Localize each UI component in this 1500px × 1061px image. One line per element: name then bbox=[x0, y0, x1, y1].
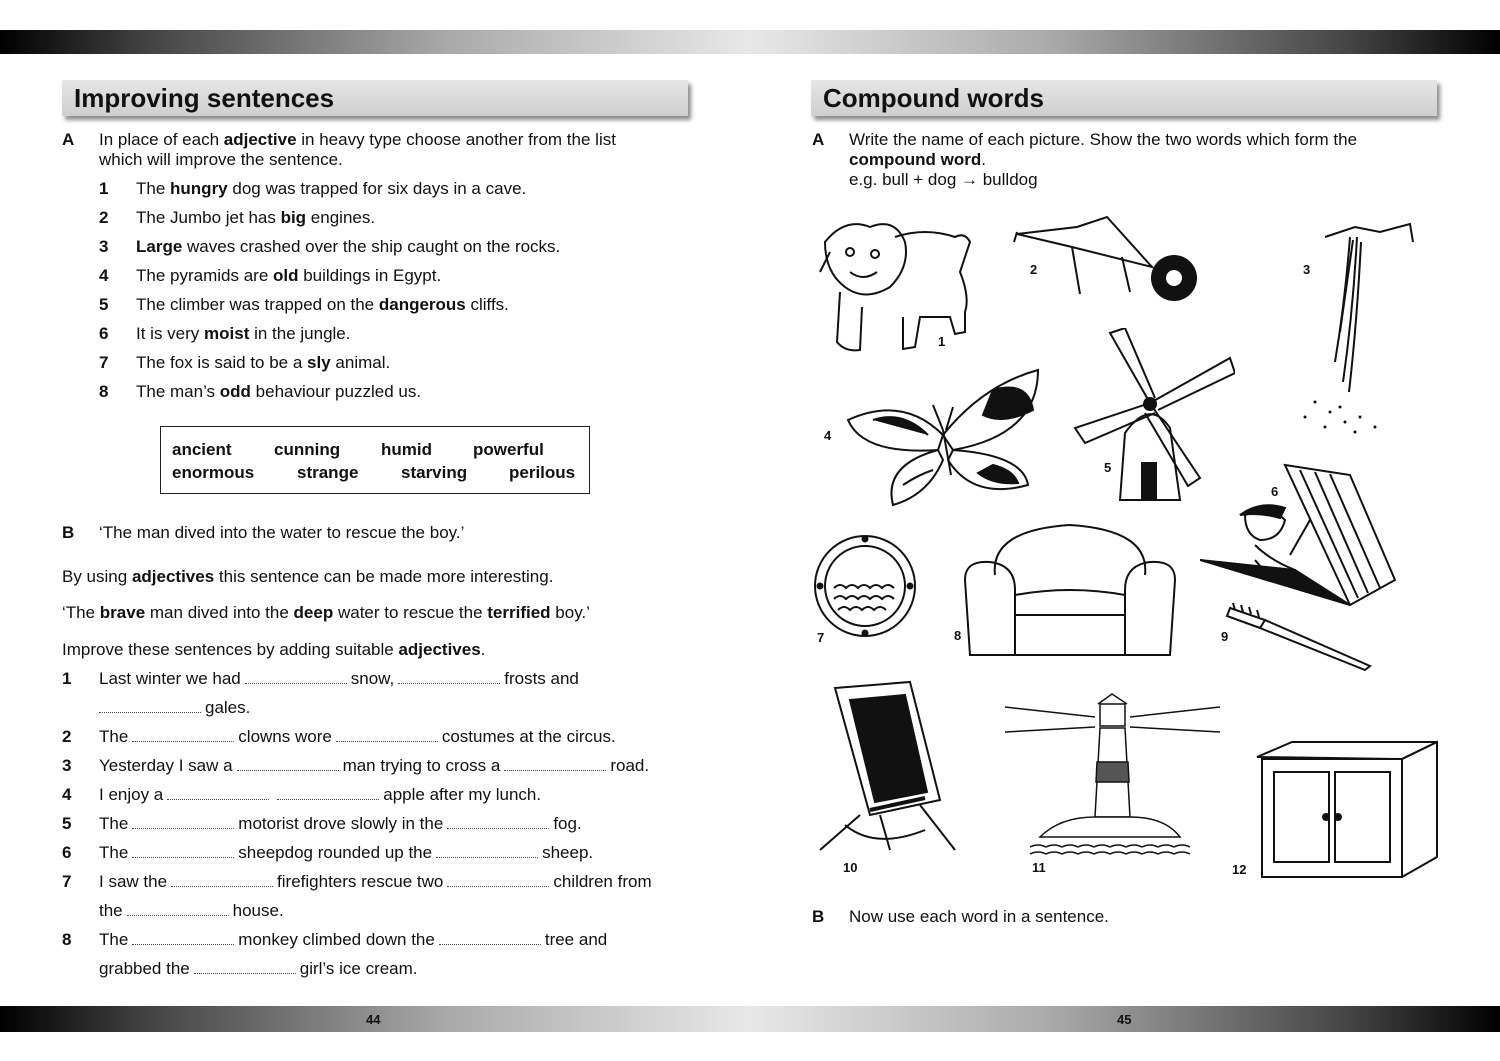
porthole-picture bbox=[812, 533, 922, 643]
fill-number: 4 bbox=[62, 785, 72, 804]
fill-number: 8 bbox=[62, 930, 72, 949]
trapdoor-picture bbox=[1200, 460, 1400, 615]
item-number: 3 bbox=[99, 237, 109, 256]
fill-number: 7 bbox=[62, 872, 72, 891]
exercise-b-instruction: Improve these sentences by adding suitable adjectives. bbox=[62, 640, 486, 659]
fill-number: 3 bbox=[62, 756, 72, 775]
fill-sentence: The monkey climbed down the tree and bbox=[99, 930, 608, 949]
answer-blank[interactable] bbox=[194, 959, 296, 974]
compound-a-instruction-2: compound word. bbox=[849, 150, 986, 169]
answer-blank[interactable] bbox=[132, 727, 234, 742]
item-number: 8 bbox=[99, 382, 109, 401]
fill-sentence-continued: grabbed the girl’s ice cream. bbox=[99, 959, 418, 978]
target-adjective: Large bbox=[136, 237, 183, 256]
exercise-a-intro: In place of each adjective in heavy type choose another from the list bbox=[99, 130, 616, 149]
fill-sentence: The motorist drove slowly in the fog. bbox=[99, 814, 582, 833]
page-number-right: 45 bbox=[1117, 1012, 1132, 1027]
target-adjective: old bbox=[273, 266, 299, 285]
picture-number: 8 bbox=[954, 628, 962, 643]
answer-blank[interactable] bbox=[336, 727, 438, 742]
fill-number: 6 bbox=[62, 843, 72, 862]
answer-blank[interactable] bbox=[277, 785, 379, 800]
fill-sentence: I enjoy a apple after my lunch. bbox=[99, 785, 542, 804]
picture-number: 12 bbox=[1232, 862, 1247, 877]
target-adjective: sly bbox=[307, 353, 331, 372]
picture-number: 3 bbox=[1303, 262, 1311, 277]
picture-number: 7 bbox=[817, 630, 825, 645]
toothbrush-picture bbox=[1225, 598, 1380, 673]
answer-blank[interactable] bbox=[237, 756, 339, 771]
answer-blank[interactable] bbox=[398, 669, 500, 684]
answer-blank[interactable] bbox=[132, 814, 234, 829]
exercise-a-label: A bbox=[62, 130, 75, 149]
wheelbarrow-picture bbox=[1012, 212, 1202, 312]
word-option: starving bbox=[401, 463, 468, 482]
exercise-b-explanation: By using adjectives this sentence can be made more interesting. bbox=[62, 567, 554, 586]
answer-blank[interactable] bbox=[132, 843, 234, 858]
item-number: 4 bbox=[99, 266, 109, 285]
exercise-b-example: ‘The brave man dived into the deep water to rescue the terrified boy.’ bbox=[62, 603, 590, 622]
picture-number: 10 bbox=[843, 860, 858, 875]
answer-blank[interactable] bbox=[167, 785, 269, 800]
item-number: 5 bbox=[99, 295, 109, 314]
answer-blank[interactable] bbox=[245, 669, 347, 684]
fill-sentence: The sheepdog rounded up the sheep. bbox=[99, 843, 594, 862]
item-sentence: The climber was trapped on the dangerous cliffs. bbox=[136, 295, 509, 314]
word-option: powerful bbox=[473, 440, 544, 459]
answer-blank[interactable] bbox=[132, 930, 234, 945]
item-number: 2 bbox=[99, 208, 109, 227]
item-number: 6 bbox=[99, 324, 109, 343]
target-adjective: hungry bbox=[170, 179, 228, 198]
answer-blank[interactable] bbox=[504, 756, 606, 771]
fill-sentence: I saw the firefighters rescue two children from bbox=[99, 872, 652, 891]
fill-number: 2 bbox=[62, 727, 72, 746]
section-title-left: Improving sentences bbox=[62, 80, 688, 116]
easel-picture bbox=[815, 680, 960, 865]
butterfly-picture bbox=[843, 365, 1043, 515]
answer-blank[interactable] bbox=[171, 872, 273, 887]
exercise-b-quote: ‘The man dived into the water to rescue the boy.’ bbox=[99, 523, 465, 542]
item-sentence: The man’s odd behaviour puzzled us. bbox=[136, 382, 422, 401]
compound-b-instruction: Now use each word in a sentence. bbox=[849, 907, 1109, 926]
exercise-b-label: B bbox=[62, 523, 75, 542]
word-option: enormous bbox=[172, 463, 255, 482]
picture-number: 5 bbox=[1104, 460, 1112, 475]
answer-blank[interactable] bbox=[99, 698, 201, 713]
compound-a-instruction: Write the name of each picture. Show the two words which form the bbox=[849, 130, 1358, 149]
fill-sentence: Last winter we had snow, frosts and bbox=[99, 669, 579, 688]
target-adjective: dangerous bbox=[378, 295, 466, 314]
fill-sentence: Yesterday I saw a man trying to cross a road. bbox=[99, 756, 650, 775]
answer-blank[interactable] bbox=[436, 843, 538, 858]
fill-number: 1 bbox=[62, 669, 72, 688]
target-adjective: odd bbox=[219, 382, 251, 401]
picture-number: 2 bbox=[1030, 262, 1038, 277]
armchair-picture bbox=[960, 520, 1185, 660]
target-adjective: moist bbox=[204, 324, 250, 343]
compound-b-label: B bbox=[812, 907, 825, 926]
word-option: strange bbox=[297, 463, 359, 482]
bulldog-picture bbox=[815, 212, 975, 357]
answer-blank[interactable] bbox=[447, 814, 549, 829]
item-sentence: The hungry dog was trapped for six days in a cave. bbox=[136, 179, 527, 198]
top-decorative-bar bbox=[0, 30, 1500, 54]
word-option: perilous bbox=[509, 463, 576, 482]
answer-blank[interactable] bbox=[127, 901, 229, 916]
item-sentence: It is very moist in the jungle. bbox=[136, 324, 351, 343]
word-list-box bbox=[160, 426, 590, 494]
target-adjective: big bbox=[280, 208, 307, 227]
item-sentence: Large waves crashed over the ship caught on the rocks. bbox=[136, 237, 561, 256]
fill-sentence: The clowns wore costumes at the circus. bbox=[99, 727, 616, 746]
answer-blank[interactable] bbox=[439, 930, 541, 945]
answer-blank[interactable] bbox=[447, 872, 549, 887]
item-number: 1 bbox=[99, 179, 109, 198]
fill-sentence-continued: the house. bbox=[99, 901, 284, 920]
picture-number: 4 bbox=[824, 428, 832, 443]
item-sentence: The Jumbo jet has big engines. bbox=[136, 208, 376, 227]
picture-number: 1 bbox=[938, 334, 946, 349]
word-option: humid bbox=[381, 440, 432, 459]
word-option: ancient bbox=[172, 440, 232, 459]
waterfall-picture bbox=[1295, 222, 1420, 437]
picture-number: 6 bbox=[1271, 484, 1279, 499]
bottom-decorative-bar bbox=[0, 1006, 1500, 1032]
fill-sentence-continued: gales. bbox=[95, 698, 250, 718]
exercise-a-intro-2: which will improve the sentence. bbox=[99, 150, 343, 169]
item-number: 7 bbox=[99, 353, 109, 372]
cupboard-picture bbox=[1252, 737, 1442, 882]
word-option: cunning bbox=[274, 440, 341, 459]
section-title-right: Compound words bbox=[811, 80, 1437, 116]
compound-a-example: e.g. bull + dog → bulldog bbox=[849, 170, 1038, 189]
lighthouse-picture bbox=[1000, 692, 1225, 862]
picture-number: 9 bbox=[1221, 629, 1229, 644]
picture-number: 11 bbox=[1032, 860, 1046, 875]
item-sentence: The pyramids are old buildings in Egypt. bbox=[136, 266, 442, 285]
compound-a-label: A bbox=[812, 130, 825, 149]
page-number-left: 44 bbox=[366, 1012, 381, 1027]
item-sentence: The fox is said to be a sly animal. bbox=[136, 353, 391, 372]
fill-number: 5 bbox=[62, 814, 72, 833]
